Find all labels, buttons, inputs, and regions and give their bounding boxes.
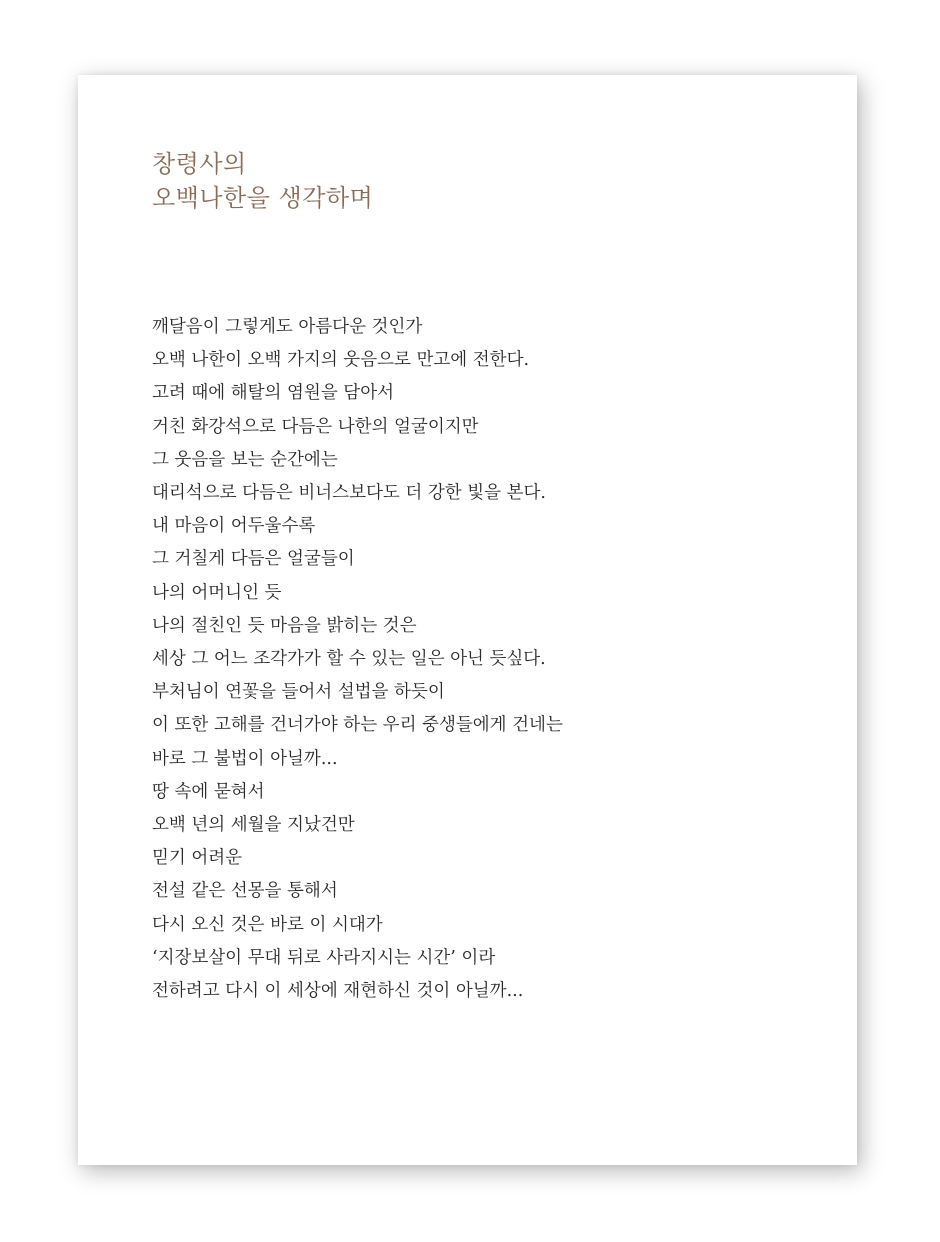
poem-line: 나의 절친인 듯 마음을 밝히는 것은 xyxy=(152,615,417,636)
poem-line: 땅 속에 묻혀서 xyxy=(152,781,265,802)
poem-line: 나의 어머니인 듯 xyxy=(152,582,282,603)
poem-line: 내 마음이 어두울수록 xyxy=(152,516,316,537)
poem-line: 다시 오신 것은 바로 이 시대가 xyxy=(152,914,383,935)
poem-line: 오백 년의 세월을 지났건만 xyxy=(152,815,355,836)
poem-line: ‘지장보살이 무대 뒤로 사라지시는 시간’ 이라 xyxy=(152,947,496,968)
poem-title-line-2: 오백나한을 생각하며 xyxy=(152,184,374,212)
poem-line: 거친 화강석으로 다듬은 나한의 얼굴이지만 xyxy=(152,416,479,437)
document-page xyxy=(78,75,857,1165)
poem-line: 믿기 어려운 xyxy=(152,848,243,869)
poem-line: 바로 그 불법이 아닐까... xyxy=(152,748,338,769)
poem-line: 그 거칠게 다듬은 얼굴들이 xyxy=(152,549,355,570)
poem-line: 오백 나한이 오백 가지의 웃음으로 만고에 전한다. xyxy=(152,350,530,371)
poem-line: 그 웃음을 보는 순간에는 xyxy=(152,449,338,470)
poem-line: 전설 같은 선몽을 통해서 xyxy=(152,881,338,902)
poem-line: 깨달음이 그렇게도 아름다운 것인가 xyxy=(152,317,423,337)
poem-line: 대리석으로 다듬은 비너스보다도 더 강한 빛을 본다. xyxy=(152,483,546,504)
poem-line: 부처님이 연꽃을 들어서 설법을 하듯이 xyxy=(152,682,445,703)
poem-body xyxy=(152,311,563,1008)
poem-line: 고려 때에 해탈의 염원을 담아서 xyxy=(152,383,395,404)
poem-title-line-1: 창령사의 xyxy=(152,150,247,178)
poem-title xyxy=(152,147,373,215)
poem-line: 전하려고 다시 이 세상에 재현하신 것이 아닐까... xyxy=(152,981,524,1002)
poem-line: 세상 그 어느 조각가가 할 수 있는 일은 아닌 듯싶다. xyxy=(152,649,546,670)
poem-line: 이 또한 고해를 건너가야 하는 우리 중생들에게 건네는 xyxy=(152,715,563,736)
